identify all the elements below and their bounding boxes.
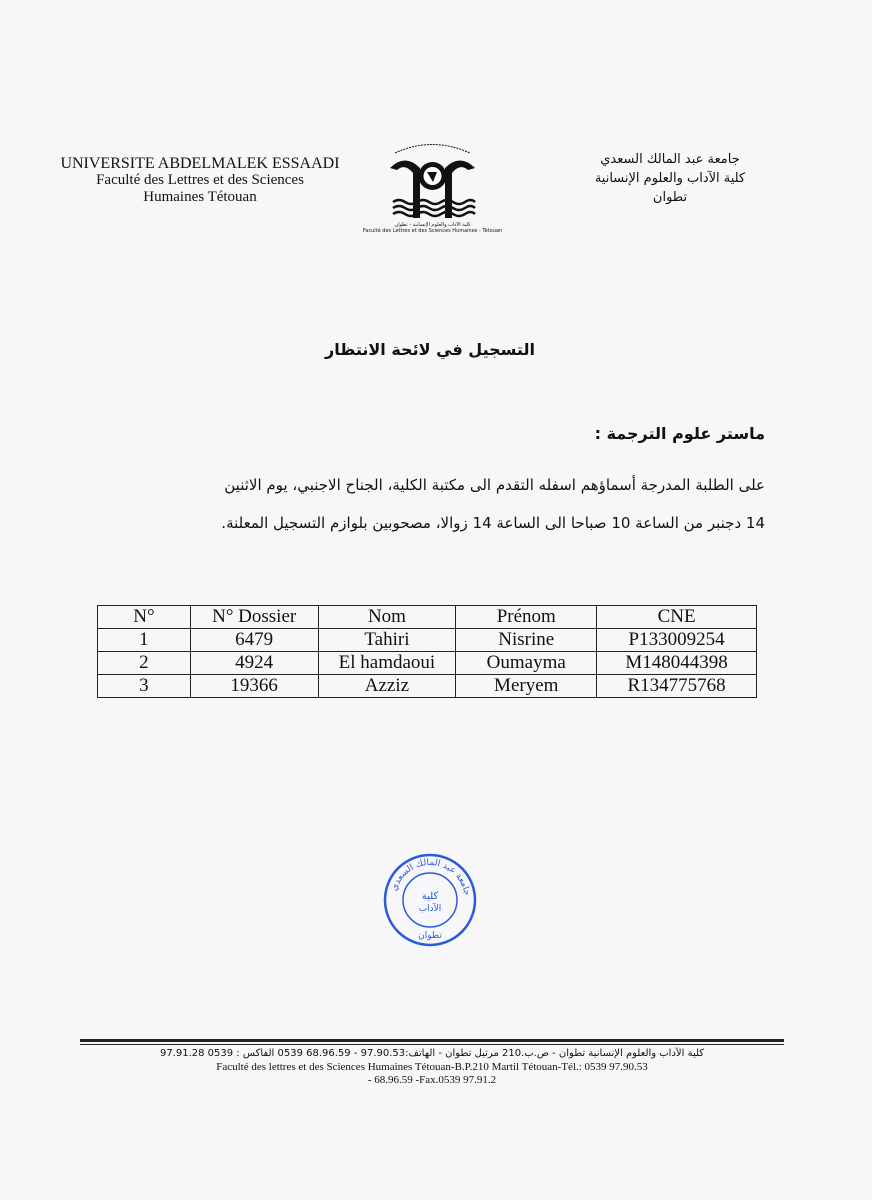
svg-text:كلية: كلية xyxy=(421,891,439,902)
cell-dossier: 19366 xyxy=(190,675,318,698)
faculty-name-arabic: كلية الآداب والعلوم الإنسانية xyxy=(594,171,746,186)
cell-nom: Azziz xyxy=(318,675,456,698)
cell-nom: Tahiri xyxy=(318,629,456,652)
page-title: التسجيل في لائحة الانتظار xyxy=(325,340,535,359)
cell-number: 2 xyxy=(98,652,191,675)
footer-divider xyxy=(80,1044,784,1045)
cell-cne: R134775768 xyxy=(597,675,757,698)
faculty-city: Humaines Tétouan xyxy=(143,189,257,205)
cell-nom: El hamdaoui xyxy=(318,652,456,675)
table-header-row xyxy=(98,606,757,629)
university-header-latin xyxy=(40,155,360,206)
footer-phone-fax: - 68.96.59 -Fax.0539 97.91.2 xyxy=(367,1074,497,1086)
official-stamp-icon xyxy=(383,853,477,947)
column-header: N° xyxy=(98,606,191,629)
table-row xyxy=(98,629,757,652)
faculty-city-arabic: تطوان xyxy=(652,190,688,205)
cell-cne: P133009254 xyxy=(597,629,757,652)
column-header: N° Dossier xyxy=(190,606,318,629)
table-row xyxy=(98,675,757,698)
cell-cne: M148044398 xyxy=(597,652,757,675)
university-name: UNIVERSITE ABDELMALEK ESSAADI xyxy=(60,155,340,172)
cell-number: 3 xyxy=(98,675,191,698)
university-name-arabic: جامعة عبد المالك السعدي xyxy=(600,152,740,167)
svg-text:الآداب: الآداب xyxy=(418,904,442,914)
cell-dossier: 6479 xyxy=(190,629,318,652)
footer-address-arabic: كلية الآداب والعلوم الإنسانية تطوان - ص.ب.210 مرتيل تطوان - الهاتف:97.90.53 - 68.96.59 0539 الفاكس : 0539 97.91.28 xyxy=(159,1048,705,1059)
students-table xyxy=(97,605,757,698)
cell-prenom: Oumayma xyxy=(456,652,597,675)
svg-text:جامعة عبد المالك السعدي: جامعة عبد المالك السعدي xyxy=(389,857,472,897)
table-row xyxy=(98,652,757,675)
paragraph-line: على الطلبة المدرجة أسماؤهم اسفله التقدم الى مكتبة الكلية، الجناح الاجنبي، يوم الاثنين xyxy=(224,476,765,494)
cell-dossier: 4924 xyxy=(190,652,318,675)
column-header: CNE xyxy=(597,606,757,629)
footer xyxy=(80,1047,784,1088)
cell-prenom: Nisrine xyxy=(456,629,597,652)
footer-address-latin: Faculté des lettres et des Sciences Humaines Tétouan-B.P.210 Martil Tétouan-Tél.: 0539 97.90.53 xyxy=(216,1060,648,1073)
faculty-name: Faculté des Lettres et des Sciences xyxy=(96,172,304,188)
paragraph-line: 14 دجنبر من الساعة 10 صباحا الى الساعة 14 زوالا، مصحوبين بلوازم التسجيل المعلنة. xyxy=(221,514,765,532)
logo-caption-arabic: كلية الآداب والعلوم الإنسانية - تطوان xyxy=(394,222,471,228)
program-name: ماستر علوم الترجمة : xyxy=(594,424,765,443)
column-header: Prénom xyxy=(456,606,597,629)
university-header-arabic xyxy=(520,150,820,207)
logo-caption xyxy=(345,222,520,234)
cell-number: 1 xyxy=(98,629,191,652)
cell-prenom: Meryem xyxy=(456,675,597,698)
instructions-paragraph xyxy=(100,466,765,542)
footer-divider xyxy=(80,1039,784,1042)
logo-caption-latin: Faculté des Lettres et des Sciences Humaines - Tétouan xyxy=(362,228,503,234)
column-header: Nom xyxy=(318,606,456,629)
svg-text:تطوان: تطوان xyxy=(418,931,442,941)
